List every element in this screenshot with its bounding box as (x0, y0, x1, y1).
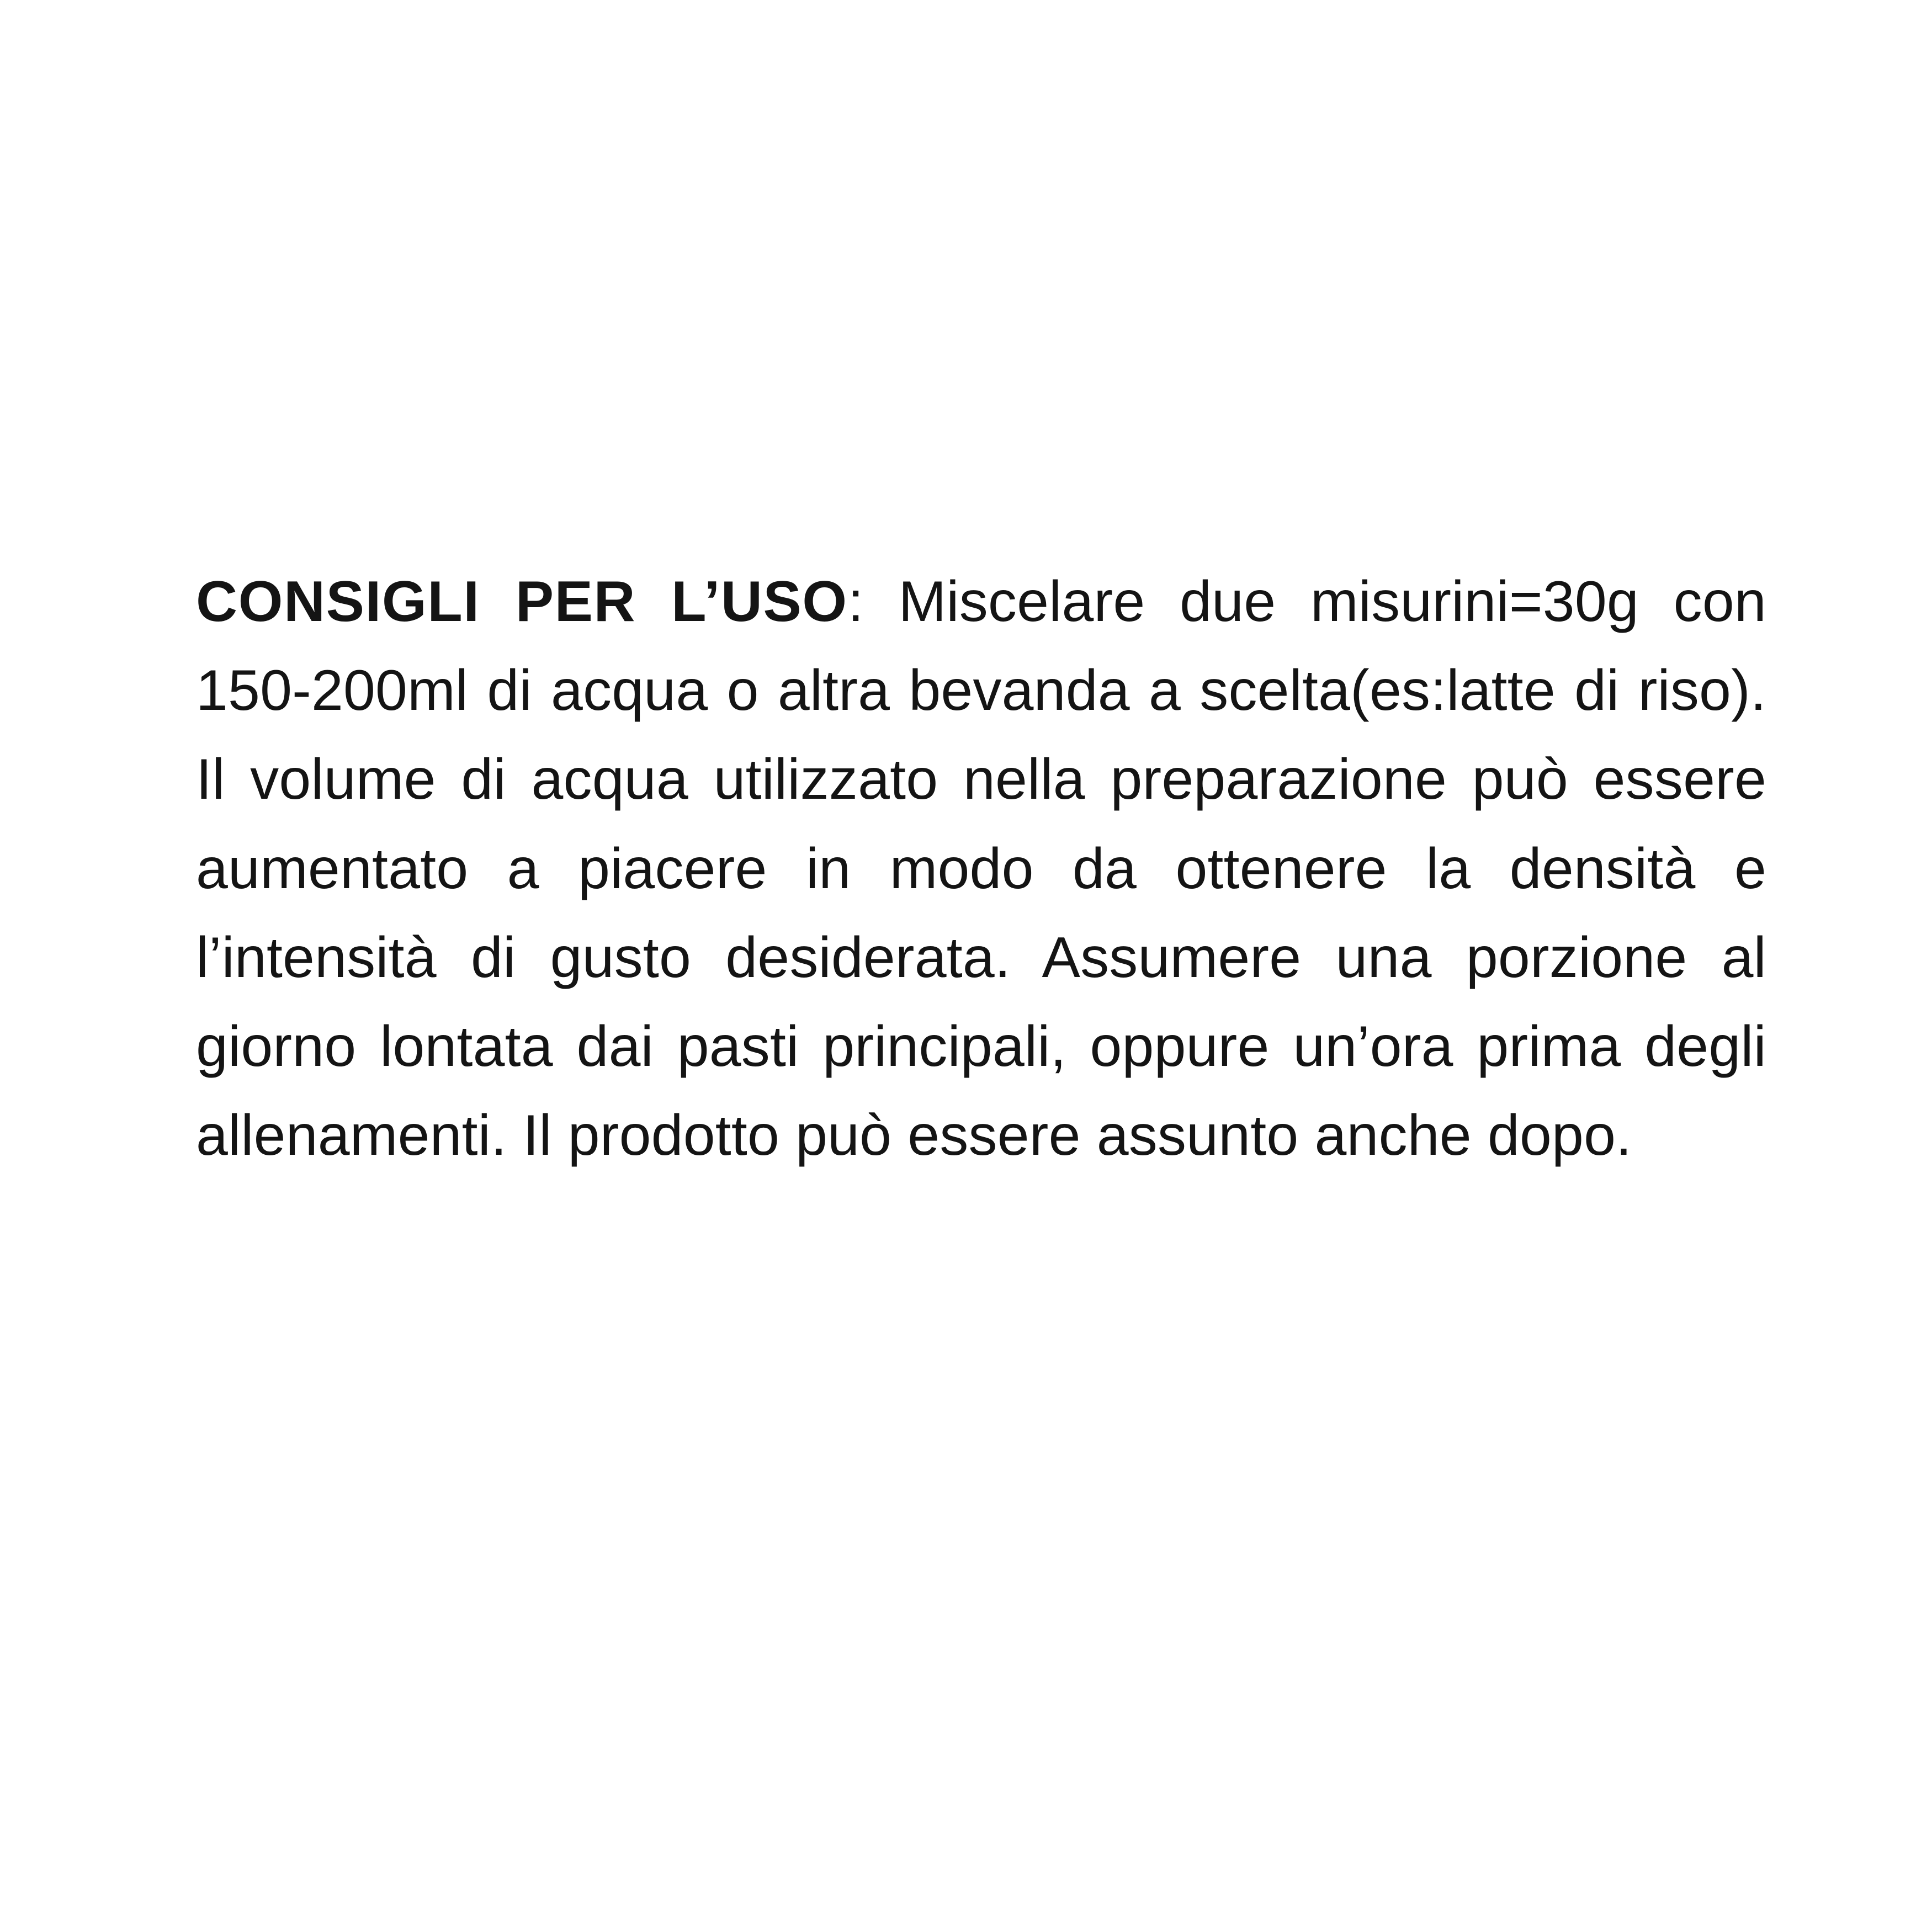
usage-instructions-heading: CONSIGLI PER L’USO (196, 570, 848, 634)
usage-instructions-block (196, 558, 1766, 1180)
usage-instructions-paragraph (196, 558, 1766, 1180)
usage-instructions-body: Miscelare due misurini=30g con 150-200ml di acqua o altra bevanda a scelta(es:latte di riso). Il volume di acqua utilizzato nella preparazione può essere aumentato a piacere in modo da ottenere la densità e l’intensità di gusto desiderata. Assumere una porzione al giorno lontata dai pasti principali, oppure un’ora prima degli allenamenti. Il prodotto può essere assunto anche dopo. (196, 570, 1766, 1168)
usage-instructions-separator: : (847, 570, 899, 634)
